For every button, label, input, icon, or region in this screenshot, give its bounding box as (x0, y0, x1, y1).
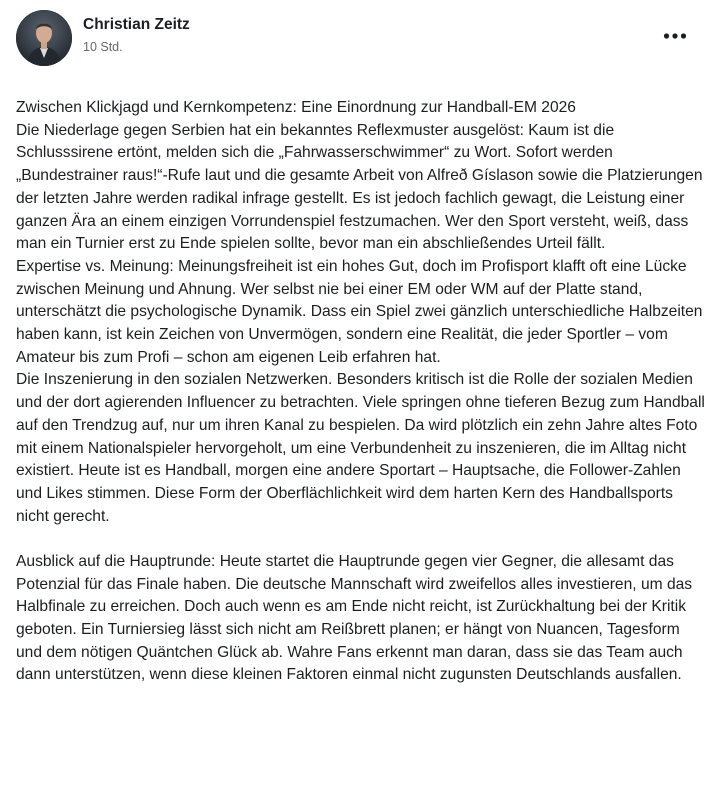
more-options-button[interactable] (657, 18, 693, 54)
more-horizontal-icon (663, 32, 687, 40)
post-header (16, 10, 697, 66)
post-paragraph: Die Inszenierung in den sozialen Netzwerken. Besonders kritisch ist die Rolle der sozialen Medien und der dort agierenden Influencer zu betrachten. Viele springen ohne tieferen Bezug zum Handball auf den Trendzug auf, nur um ihren Kanal zu bespielen. Da wird plötzlich ein zehn Jahre altes Foto mit einem Nationalspieler hervorgeholt, um eine Verbundenheit zu inszenieren, die im Alltag nicht existiert. Heute ist es Handball, morgen eine andere Sportart – Hauptsache, die Follower-Zahlen und Likes stimmen. Diese Form der Oberflächlichkeit wird dem harten Kern des Handballsports nicht gerecht. (16, 371, 705, 525)
post-body (16, 97, 706, 687)
post-title: Zwischen Klickjagd und Kernkompetenz: Eine Einordnung zur Handball-EM 2026 (16, 99, 576, 116)
post-paragraph: Ausblick auf die Hauptrunde: Heute startet die Hauptrunde gegen vier Gegner, die allesamt das Potenzial für das Finale haben. Die deutsche Mannschaft wird zweifellos alles investieren, um das Halbfinale zu erreichen. Doch auch wenn es am Ende nicht reicht, ist Zurückhaltung bei der Kritik geboten. Ein Turniersieg lässt sich nicht am Reißbrett planen; er hängt von Nuancen, Tagesform und dem nötigen Quäntchen Glück ab. Wahre Fans erkennt man daran, dass sie das Team auch dann unterstützen, wenn diese kleinen Faktoren einmal nicht zugunsten Deutschlands ausfallen. (16, 552, 693, 684)
post-paragraph: Expertise vs. Meinung: Meinungsfreiheit ist ein hohes Gut, doch im Profisport klafft oft eine Lücke zwischen Meinung und Ahnung. Wer selbst nie bei einer EM oder WM auf der Platte stand, unterschätzt die psychologische Dynamik. Dass ein Spiel zwei gänzlich unterschiedliche Halbzeiten haben kann, ist kein Zeichen von Unvermögen, sondern eine Realität, die jeder Sportler – vom Amateur bis zum Profi – schon am eigenen Leib erfahren hat. (16, 257, 703, 366)
author-name[interactable]: Christian Zeitz (83, 16, 190, 33)
post-paragraph: Die Niederlage gegen Serbien hat ein bekanntes Reflexmuster ausgelöst: Kaum ist die Schlusssirene ertönt, melden sich die „Fahrwasserschwimmer“ zu Wort. Sofort werden „Bundestrainer raus!“-Rufe laut und die gesamte Arbeit von Alfreð Gíslason sowie die Platzierungen der letzten Jahre werden radikal infrage gestellt. Es ist jedoch fachlich gewagt, die Leistung einer ganzen Ära an einem einzigen Vorrundenspiel festzumachen. Wer den Sport versteht, weiß, dass man ein Turnier erst zu Ende spielen sollte, bevor man ein abschließendes Urteil fällt. (16, 121, 703, 253)
avatar[interactable] (16, 10, 72, 66)
post-timestamp[interactable]: 10 Std. (83, 40, 123, 54)
profile-photo-icon (16, 10, 72, 66)
